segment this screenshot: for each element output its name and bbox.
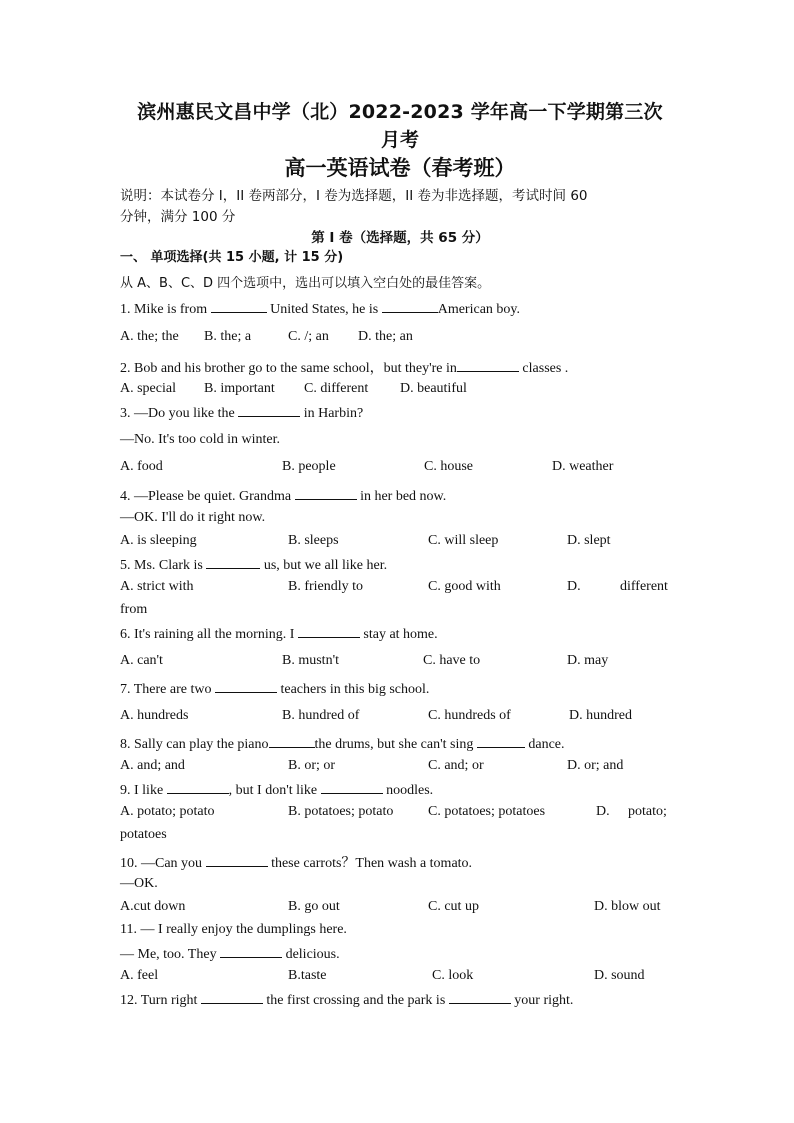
- option: C. cut up: [428, 899, 479, 914]
- school-title: 滨州惠民文昌中学（北）2022-2023 学年高一下学期第三次: [137, 101, 663, 123]
- option: D. may: [567, 653, 609, 668]
- question-11-reply: — Me, too. They delicious.: [120, 947, 340, 962]
- option: B. or; or: [288, 758, 336, 773]
- question-10-reply: —OK.: [120, 876, 158, 891]
- answer-blank: [206, 556, 260, 569]
- option: C. hundreds of: [428, 708, 511, 723]
- option: C. will sleep: [428, 533, 499, 548]
- option: C. different: [304, 381, 369, 396]
- question-4: 4. —Please be quiet. Grandma in her bed now.: [120, 489, 447, 504]
- option: A. the; the: [120, 329, 179, 344]
- answer-blank: [206, 854, 268, 867]
- option: A. is sleeping: [120, 533, 197, 548]
- answer-blank: [382, 300, 438, 313]
- option: C. /; an: [288, 329, 329, 344]
- answer-blank: [167, 781, 229, 794]
- option: C. look: [432, 968, 474, 983]
- option: A.cut down: [120, 899, 186, 914]
- option: A. potato; potato: [120, 804, 215, 819]
- option: B. go out: [288, 899, 340, 914]
- option-continued: different: [620, 579, 668, 594]
- answer-blank: [449, 991, 511, 1004]
- answer-blank: [215, 680, 277, 693]
- answer-blank: [321, 781, 383, 794]
- answer-blank: [295, 487, 357, 500]
- question-3-reply: —No. It's too cold in winter.: [120, 432, 281, 447]
- question-7: 7. There are two teachers in this big school.: [120, 682, 430, 697]
- option: D.: [567, 579, 581, 594]
- question-6: 6. It's raining all the morning. I stay at home.: [120, 627, 438, 642]
- option: A. hundreds: [120, 708, 189, 723]
- option: A. can't: [120, 653, 163, 668]
- option: A. food: [120, 459, 163, 474]
- option: B. mustn't: [282, 653, 339, 668]
- school-title-continued: 月考: [380, 129, 419, 151]
- option: C. house: [424, 459, 473, 474]
- option-wrap: from: [120, 602, 148, 617]
- question-5: 5. Ms. Clark is us, but we all like her.: [120, 558, 388, 573]
- question-9: 9. I like , but I don't like noodles.: [120, 783, 434, 798]
- option: B. the; a: [204, 329, 252, 344]
- part-title: 一、 单项选择(共 15 小题, 计 15 分): [120, 250, 344, 265]
- option: B.taste: [288, 968, 327, 983]
- option: A. and; and: [120, 758, 185, 773]
- question-8: 8. Sally can play the piano the drums, but she can't sing dance.: [120, 737, 565, 752]
- question-12: 12. Turn right the first crossing and the park is your right.: [120, 993, 574, 1008]
- question-3: 3. —Do you like the in Harbin?: [120, 406, 364, 421]
- exam-description-continued: 分钟，满分 100 分: [120, 209, 236, 225]
- option: C. potatoes; potatoes: [428, 804, 546, 819]
- option: B. sleeps: [288, 533, 339, 548]
- instruction: 从 A、B、C、D 四个选项中，选出可以填入空白处的最佳答案。: [120, 276, 491, 291]
- question-1: 1. Mike is from United States, he is American boy.: [120, 302, 521, 317]
- option: A. feel: [120, 968, 159, 983]
- option: C. and; or: [428, 758, 484, 773]
- option: D. weather: [552, 459, 614, 474]
- option: B. hundred of: [282, 708, 360, 723]
- option-continued: potato;: [628, 804, 667, 819]
- option: B. important: [204, 381, 275, 396]
- option: D.: [596, 804, 610, 819]
- option: A. strict with: [120, 579, 194, 594]
- section-title: 第 I 卷（选择题，共 65 分）: [311, 230, 489, 246]
- question-2: 2. Bob and his brother go to the same school，but they're in classes .: [120, 361, 569, 376]
- answer-blank: [201, 991, 263, 1004]
- exam-description: 说明：本试卷分 I，II 卷两部分，I 卷为选择题，II 卷为非选择题，考试时间 60: [120, 188, 588, 204]
- answer-blank: [298, 625, 360, 638]
- option: B. people: [282, 459, 336, 474]
- answer-blank: [457, 359, 519, 372]
- answer-blank: [220, 945, 282, 958]
- option-wrap: potatoes: [120, 827, 167, 842]
- exam-title: 高一英语试卷（春考班）: [284, 156, 516, 180]
- option: C. have to: [423, 653, 481, 668]
- question-10: 10. —Can you these carrots？Then wash a tomato.: [120, 856, 473, 871]
- option: D. blow out: [594, 899, 661, 914]
- option: C. good with: [428, 579, 501, 594]
- answer-blank: [238, 404, 300, 417]
- answer-blank: [477, 735, 525, 748]
- option: B. friendly to: [288, 579, 364, 594]
- option: D. beautiful: [400, 381, 467, 396]
- option: D. the; an: [358, 329, 413, 344]
- option: B. potatoes; potato: [288, 804, 394, 819]
- option: D. sound: [594, 968, 645, 983]
- answer-blank: [269, 735, 315, 748]
- option: D. slept: [567, 533, 611, 548]
- question-11: 11. — I really enjoy the dumplings here.: [120, 922, 347, 937]
- option: D. hundred: [569, 708, 632, 723]
- question-4-reply: —OK. I'll do it right now.: [120, 510, 266, 525]
- option: A. special: [120, 381, 176, 396]
- option: D. or; and: [567, 758, 624, 773]
- answer-blank: [211, 300, 267, 313]
